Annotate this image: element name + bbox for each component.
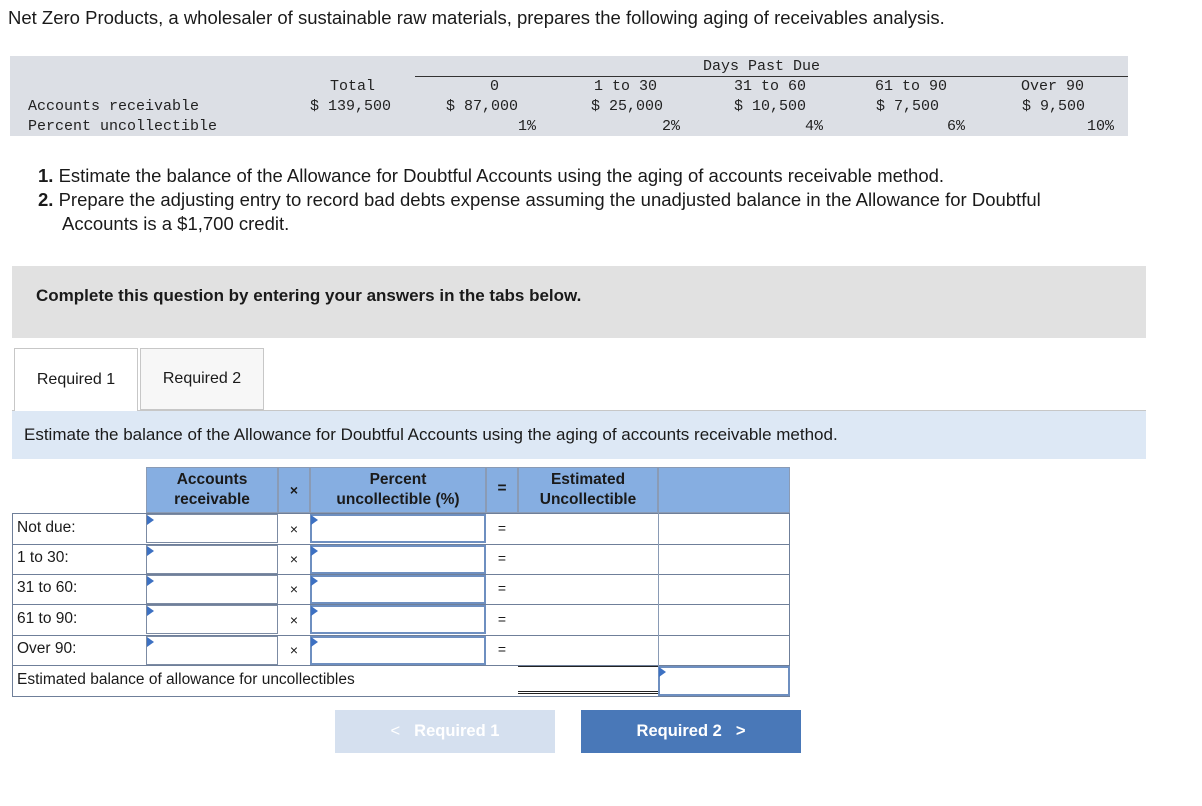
equals-sign: = xyxy=(497,611,507,627)
times-sign: × xyxy=(289,642,299,658)
pct-not-due: 1% xyxy=(518,118,537,135)
row-label-over-90: Over 90: xyxy=(17,640,77,657)
total-allowance-input[interactable] xyxy=(658,666,790,696)
question-2 xyxy=(38,189,1041,211)
intro-text: Net Zero Products, a wholesaler of sustainable raw materials, prepares the following aging of receivables analysis. xyxy=(8,7,945,28)
percent-input-over-90[interactable] xyxy=(310,636,486,665)
row-label-1-30: 1 to 30: xyxy=(17,549,69,566)
ar-input-over-90[interactable] xyxy=(146,636,278,665)
percent-input-not-due[interactable] xyxy=(310,514,486,543)
ar-61-90: $ 7,500 xyxy=(876,98,940,115)
next-button-label: Required 2 xyxy=(636,722,722,740)
row-label-61-90: 61 to 90: xyxy=(17,610,78,627)
times-sign: × xyxy=(289,521,299,537)
aging-table xyxy=(10,56,1128,138)
input-marker-icon xyxy=(147,546,154,556)
input-marker-icon xyxy=(311,515,318,525)
tab-required-1[interactable]: Required 1 xyxy=(14,348,138,411)
total-output-cell xyxy=(518,666,658,694)
times-sign: × xyxy=(289,581,299,597)
pct-31-60: 4% xyxy=(805,118,824,135)
percent-input-1-30[interactable] xyxy=(310,545,486,574)
aging-worksheet xyxy=(12,467,790,697)
ar-label: Accounts receivable xyxy=(28,98,200,115)
estimated-output-61-90 xyxy=(518,605,658,634)
prev-required-1-button[interactable] xyxy=(335,710,555,753)
input-marker-icon xyxy=(311,637,318,647)
estimated-output-1-30 xyxy=(518,545,658,574)
col-header-percent: Percent uncollectible (%) xyxy=(336,471,460,508)
input-marker-icon xyxy=(311,606,318,616)
input-marker-icon xyxy=(147,576,154,586)
percent-input-31-60[interactable] xyxy=(310,575,486,604)
col-header-times: × xyxy=(289,482,299,498)
aging-header-1-30: 1 to 30 xyxy=(594,78,658,95)
ar-1-30: $ 25,000 xyxy=(591,98,664,115)
question-1-number: 1. xyxy=(38,165,54,186)
input-marker-icon xyxy=(659,667,666,677)
question-1-text: Estimate the balance of the Allowance for Doubtful Accounts using the aging of accounts receivable method. xyxy=(58,165,945,186)
question-2-text-line2: Accounts is a $1,700 credit. xyxy=(62,213,290,234)
input-marker-icon xyxy=(311,576,318,586)
ar-not-due: $ 87,000 xyxy=(446,98,519,115)
chevron-left-icon: < xyxy=(390,722,401,740)
aging-header-total: Total xyxy=(330,78,376,95)
ar-input-31-60[interactable] xyxy=(146,575,278,604)
ar-input-61-90[interactable] xyxy=(146,605,278,634)
question-2-number: 2. xyxy=(38,189,54,210)
question-2-text-line1: Prepare the adjusting entry to record bad debts expense assuming the unadjusted balance in the Allowance for Doubtful xyxy=(58,189,1041,210)
days-past-due-header: Days Past Due xyxy=(703,58,821,75)
col-header-equals: = xyxy=(497,480,507,497)
input-marker-icon xyxy=(147,606,154,616)
pct-1-30: 2% xyxy=(662,118,681,135)
equals-sign: = xyxy=(497,550,507,566)
estimated-output-not-due xyxy=(518,514,658,543)
aging-header-31-60: 31 to 60 xyxy=(734,78,807,95)
next-required-2-button[interactable] xyxy=(581,710,801,753)
equals-sign: = xyxy=(497,520,507,536)
equals-sign: = xyxy=(497,641,507,657)
aging-header-61-90: 61 to 90 xyxy=(875,78,948,95)
tab-required-2[interactable]: Required 2 xyxy=(140,348,264,410)
aging-header-over-90: Over 90 xyxy=(1021,78,1085,95)
prompt-text: Estimate the balance of the Allowance for Doubtful Accounts using the aging of accounts receivable method. xyxy=(24,425,838,444)
row-label-not-due: Not due: xyxy=(17,519,76,536)
ar-31-60: $ 10,500 xyxy=(734,98,807,115)
pct-label: Percent uncollectible xyxy=(28,118,218,135)
times-sign: × xyxy=(289,612,299,628)
col-header-estimated: Estimated Uncollectible xyxy=(539,471,637,508)
total-label: Estimated balance of allowance for uncollectibles xyxy=(17,671,355,688)
ar-input-1-30[interactable] xyxy=(146,545,278,574)
input-marker-icon xyxy=(147,637,154,647)
pct-over-90: 10% xyxy=(1087,118,1115,135)
input-marker-icon xyxy=(311,546,318,556)
col-header-ar: Accounts receivable xyxy=(174,471,250,508)
row-label-31-60: 31 to 60: xyxy=(17,579,78,596)
ar-input-not-due[interactable] xyxy=(146,514,278,543)
equals-sign: = xyxy=(497,580,507,596)
ar-over-90: $ 9,500 xyxy=(1022,98,1086,115)
chevron-right-icon: > xyxy=(735,722,746,740)
estimated-output-31-60 xyxy=(518,575,658,604)
estimated-output-over-90 xyxy=(518,636,658,665)
instruction-text: Complete this question by entering your answers in the tabs below. xyxy=(36,286,582,305)
input-marker-icon xyxy=(147,515,154,525)
aging-header-0: 0 xyxy=(490,78,500,95)
ar-total: $ 139,500 xyxy=(310,98,392,115)
percent-input-61-90[interactable] xyxy=(310,605,486,634)
times-sign: × xyxy=(289,551,299,567)
question-1 xyxy=(38,165,944,187)
pct-61-90: 6% xyxy=(947,118,966,135)
prev-button-label: Required 1 xyxy=(414,722,500,740)
